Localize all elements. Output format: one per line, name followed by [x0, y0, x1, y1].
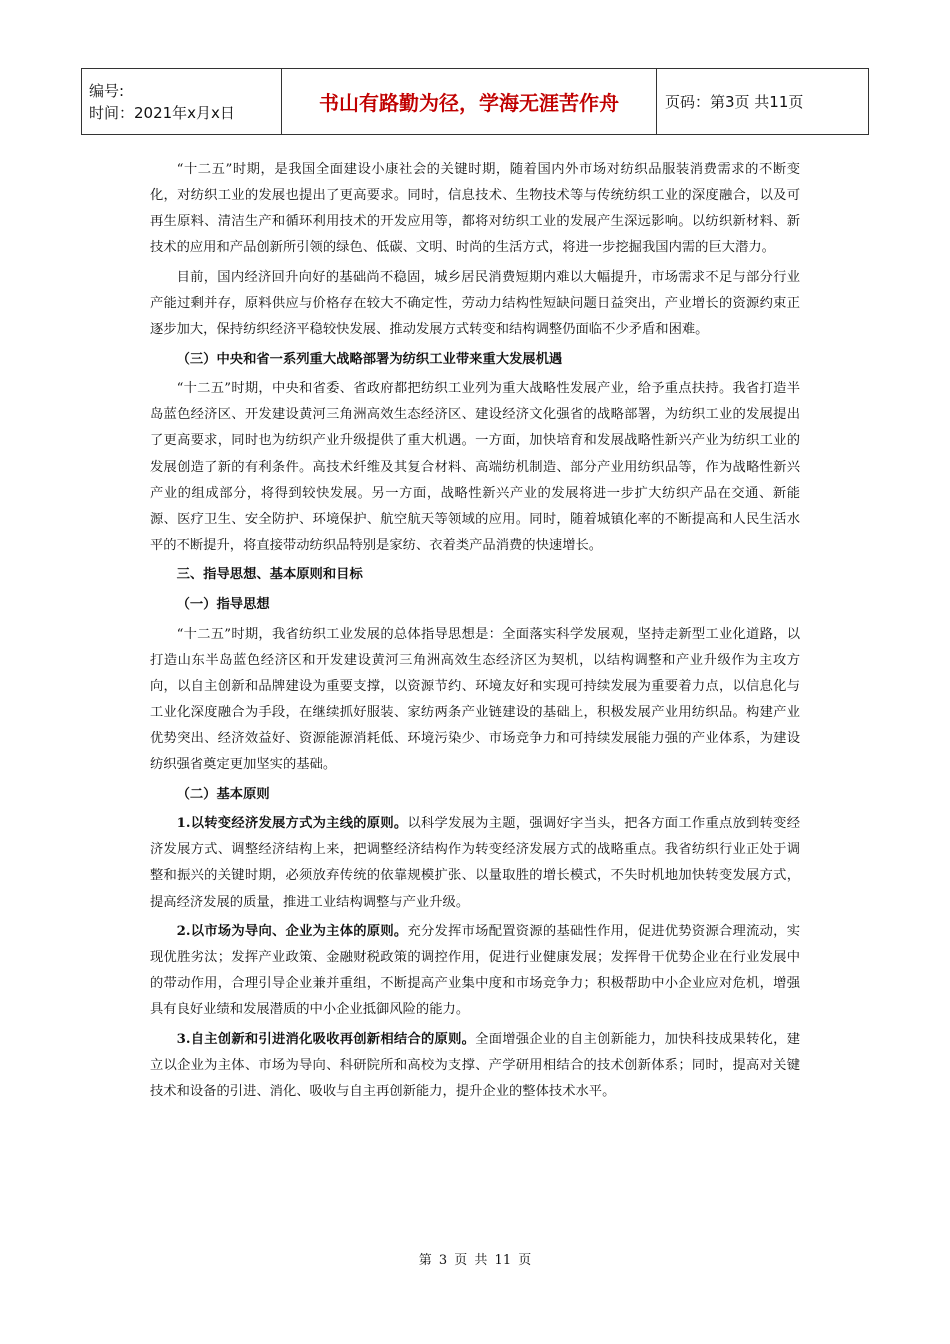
principle-text: 充分发挥市场配置资源的基础性作用，促进优势资源合理流动，实现优胜劣汰；发挥产业政策、金融财税政策的调控作用，促进行业健康发展；发挥骨干优势企业在行业发展中的带动作用，合理引导企业兼并重组，不断提高产业集中度和市场竞争力；积极帮助中小企业应对危机，增强具有良好业绩和发展潜质的中小企业抵御风险的能力。: [150, 924, 801, 1018]
section-heading: 三、指导思想、基本原则和目标: [176, 567, 363, 583]
principle-lead: 2.以市场为导向、企业为主体的原则。: [176, 924, 408, 940]
principle-lead: 3.自主创新和引进消化吸收再创新相结合的原则。: [176, 1032, 476, 1047]
header-meta: [82, 69, 282, 134]
document-time-label: 时间：2021年x月x日: [89, 103, 235, 122]
principle-paragraph: [150, 811, 800, 915]
page-footer: 第 3 页 共 11 页: [418, 1253, 532, 1268]
section-heading: （三）中央和省一系列重大战略部署为纺织工业带来重大发展机遇: [176, 351, 563, 367]
principle-paragraph: [150, 919, 800, 1023]
section-heading: （二）基本原则: [176, 786, 270, 802]
principle-text: 全面增强企业的自主创新能力，加快科技成果转化，建立以企业为主体、市场为导向、科研院所和高校为支撑、产学研用相结合的技术创新体系；同时，提高对关键技术和设备的引进、消化、吸收与自主再创新能力，提升企业的整体技术水平。: [150, 1032, 800, 1100]
document-body: [150, 157, 800, 1109]
document-number-label: 编号:: [89, 81, 125, 100]
page-header: [81, 68, 869, 135]
paragraph: “十二五”时期，我省纺织工业发展的总体指导思想是：全面落实科学发展观，坚持走新型工业化道路，以打造山东半岛蓝色经济区和开发建设黄河三角洲高效生态经济区为契机，以结构调整和产业升级作为主攻方向，以自主创新和品牌建设为重要支撑，以资源节约、环境友好和实现可持续发展为重要着力点，以信息化与工业化深度融合为手段，在继续抓好服装、家纺两条产业链建设的基础上，积极发展产业用纺织品。构建产业优势突出、经济效益好、资源能源消耗低、环境污染少、市场竞争力和可持续发展能力强的产业体系，为建设纺织强省奠定更加坚实的基础。: [150, 626, 800, 773]
principle-text: 以科学发展为主题，强调好字当头，把各方面工作重点放到转变经济发展方式、调整经济结构上来，把调整经济结构作为转变经济发展方式的战略重点。我省纺织行业正处于调整和振兴的关键时期，必须放弃传统的依靠规模扩张、以量取胜的增长模式，不失时机地加快转变发展方式，提高经济发展的质量，推进工业结构调整与产业升级。: [150, 816, 801, 910]
principle-lead: 1.以转变经济发展方式为主线的原则。: [176, 816, 408, 832]
section-heading: （一）指导思想: [176, 597, 270, 612]
paragraph: “十二五”时期，中央和省委、省政府都把纺织工业列为重大战略性发展产业，给予重点扶持。我省打造半岛蓝色经济区、开发建设黄河三角洲高效生态经济区、建设经济文化强省的战略部署，为纺织工业的发展提出了更高要求，同时也为纺织产业升级提供了重大机遇。一方面，加快培育和发展战略性新兴产业为纺织工业的发展创造了新的有利条件。高技术纤维及其复合材料、高端纺机制造、部分产业用纺织品等，作为战略性新兴产业的组成部分，将得到较快发展。另一方面，战略性新兴产业的发展将进一步扩大纺织产品在交通、新能源、医疗卫生、安全防护、环境保护、航空航天等领域的应用。同时，随着城镇化率的不断提高和人民生活水平的不断提升，将直接带动纺织品特别是家纺、衣着类产品消费的快速增长。: [150, 381, 800, 553]
paragraph: 目前，国内经济回升向好的基础尚不稳固，城乡居民消费短期内难以大幅提升，市场需求不足与部分行业产能过剩并存，原料供应与价格存在较大不确定性，劳动力结构性短缺问题日益突出，产业增长的资源约束正逐步加大，保持纺织经济平稳较快发展、推动发展方式转变和结构调整仍面临不少矛盾和困难。: [150, 269, 800, 338]
principle-paragraph: [150, 1027, 800, 1105]
header-page-info: 页码：第3页 共11页: [665, 93, 804, 111]
paragraph: “十二五”时期，是我国全面建设小康社会的关键时期，随着国内外市场对纺织品服装消费需求的不断变化，对纺织工业的发展也提出了更高要求。同时，信息技术、生物技术等与传统纺织工业的深度融合，以及可再生原料、清洁生产和循环利用技术的开发应用等，都将对纺织工业的发展产生深远影响。以纺织新材料、新技术的应用和产品创新所引领的绿色、低碳、文明、时尚的生活方式，将进一步挖掘我国内需的巨大潜力。: [150, 162, 800, 256]
header-motto: 书山有路勤为径，学海无涯苦作舟: [282, 69, 657, 134]
